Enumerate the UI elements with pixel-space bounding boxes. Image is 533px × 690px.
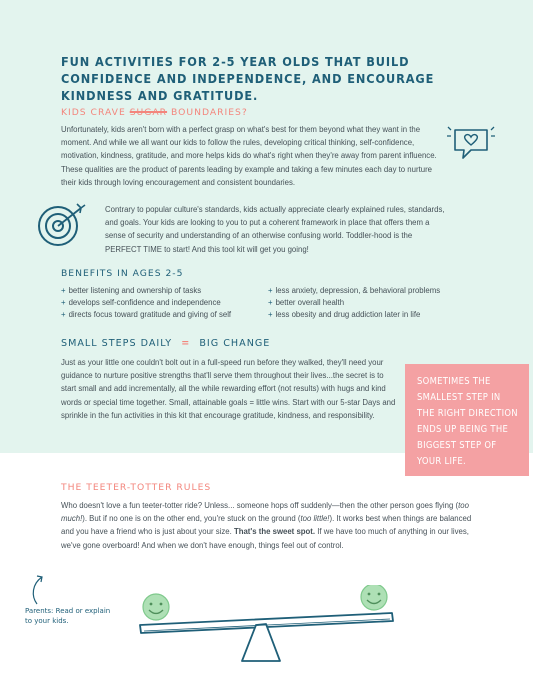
quote-text: SOMETIMES THE SMALLEST STEP IN THE RIGHT DIRECTION ENDS UP BEING THE BIGGEST STEP OF YOUR LIFE. (417, 376, 518, 467)
arrow-icon (28, 572, 50, 606)
equals-sign: = (181, 338, 191, 349)
kids-crave-heading-post: BOUNDARIES? (167, 107, 248, 118)
list-item: + develops self-confidence and independence (61, 298, 221, 308)
list-item: + directs focus toward gratitude and giving of self (61, 310, 232, 320)
kids-crave-paragraph-1: Unfortunately, kids aren't born with a perfect grasp on what's best for them beyond what they want in the moment. And while we all want our kids to follow the rules, developing critical thinking, self-confidence, motivation, kindness, gratitude, and more helps kids do what's right when they're away from parent influence. These qualities are the product of parents leading by example and taking a few minutes each day to nurture their kids through loving encouragement and consistent boundaries. (61, 125, 437, 187)
heart-chat-icon (447, 124, 495, 164)
list-item: + less obesity and drug addiction later in life (268, 310, 421, 320)
smiley-icon (361, 585, 387, 610)
small-steps-heading (61, 338, 270, 349)
seesaw-icon (130, 585, 410, 675)
benefits-heading: BENEFITS IN AGES 2-5 (61, 268, 184, 279)
kids-crave-paragraph-2: Contrary to popular culture's standards, kids actually appreciate clearly explained rules, standards, and goals. Your kids are looking to you to put a coherent framework in place that offers them a sense of security and understanding of an otherwise confusing world. Toddler-hood is the PERFECT TIME to start! And this tool kit will get you going! (105, 205, 445, 254)
kids-crave-heading (61, 107, 248, 118)
teeter-totter-heading: THE TEETER-TOTTER RULES (61, 482, 212, 493)
small-steps-paragraph: Just as your little one couldn't bolt out in a full-speed run before they walked, they'll need your guidance to nurture positive strengths that'll serve them throughout their lives...the secret is to start small and add incrementally, all the while rewarding effort (not results) with hugs and kind words or special time together. Small, attainable goals = little wins. Start with our 5-star Days and sprinkle in the fun activities in this kit that encourage gratitude, kindness, and responsibility. (61, 358, 396, 420)
quote-box (405, 364, 529, 476)
benefits-right-list (268, 285, 440, 322)
list-item: + better overall health (268, 298, 345, 308)
teeter-totter-paragraph: Who doesn't love a fun teeter-totter ride? Unless... someone hops off suddenly—then the other person goes flying (too much!). But if no one is on the other end, you're stuck on the ground (too little!). It works best when things are balanced and you have a friend who is just about your size. That's the sweet spot. If we have too much of anything in our lives, we've gone overboard! And when we don't have enough, things feel out of control. (61, 501, 472, 550)
small-steps-heading-a: SMALL STEPS DAILY (61, 338, 173, 349)
list-item: + better listening and ownership of tasks (61, 286, 202, 295)
list-item: + less anxiety, depression, & behavioral problems (268, 286, 441, 295)
page-title: FUN ACTIVITIES FOR 2-5 YEAR OLDS THAT BUILD CONFIDENCE AND INDEPENDENCE, AND ENCOURAGE KINDNESS AND GRATITUDE. (61, 54, 435, 103)
small-steps-heading-b: BIG CHANGE (199, 338, 271, 349)
benefits-left-list (61, 285, 231, 322)
smiley-icon (143, 594, 169, 620)
parents-note: Parents: Read or explain to your kids. (25, 607, 111, 625)
kids-crave-heading-struck: SUGAR (129, 107, 168, 118)
target-icon (33, 200, 87, 250)
kids-crave-heading-pre: KIDS CRAVE (61, 107, 130, 118)
